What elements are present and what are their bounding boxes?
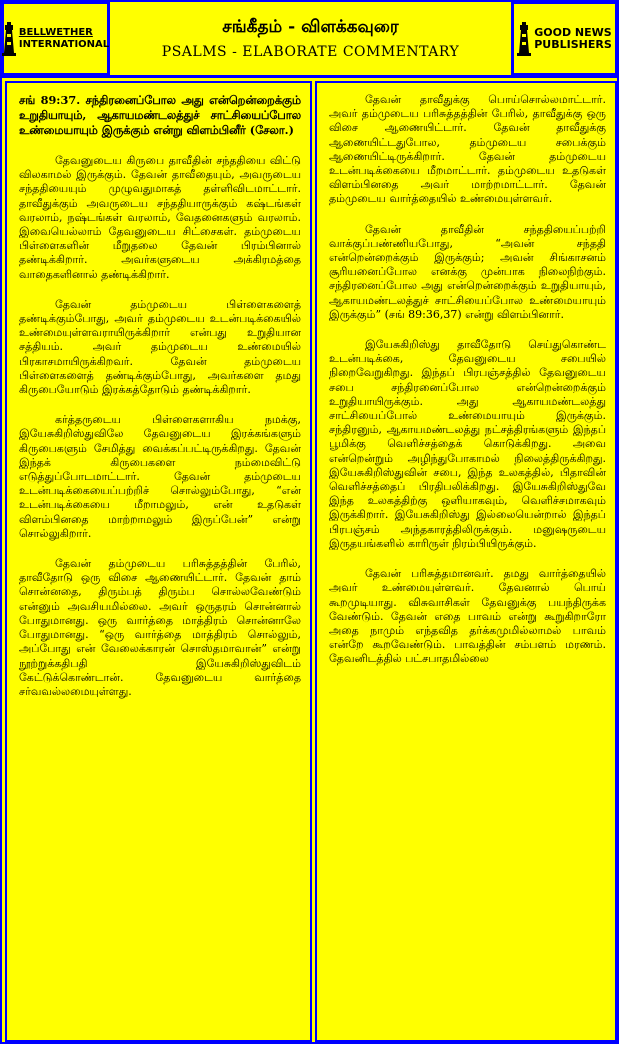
page-title-english: PSALMS - ELABORATE COMMENTARY (161, 43, 460, 60)
paragraph: தேவனுடைய கிருபை தாவீதின் சந்ததியை விட்டு விலகாமல் இருக்கும். தேவன் தாவீதையும், அவருடைய சந்ததியையும் முழுவதுமாகத் தள்ளிவிடமாட்டார். தாவீதுக்கும் அவருடைய சந்ததியாருக்கும் கஷ்டங்கள் வரலாம், நஷ்டங்கள் வரலாம், வேதனைகளும் வரலாம். இவையெல்லாம் தேவனுடைய சிட்சைகள். தம்முடைய பிள்ளைகளின் மீறுதலை தேவன் பிரம்பினால் தண்டிக்கிறார். அவர்களுடைய அக்கிரமத்தை வாதைகளினால் தண்டிக்கிறார். (19, 154, 301, 281)
right-column (315, 81, 617, 1042)
paragraph: தேவன் பரிசுத்தமானவர். தமது வார்த்தையில் அவர் உண்மையுள்ளவர். தேவனால் பொய் கூறமுடியாது. விசுவாசிகள் தேவனுக்கு பயந்திருக்க வேண்டும். தேவன் எதை பாவம் என்று கூறுகிறாரோ அதை நாமும் எந்தவித தர்க்கமுமில்லாமல் பாவம் என்றே கூறவேண்டும். பாவத்தின் சம்பளம் மரணம். தேவனிடத்தில் பட்சபாதமில்லை (329, 567, 606, 666)
title-box (110, 2, 511, 75)
page-title-tamil: சங்கீதம் - விளக்கவுரை (222, 16, 399, 37)
bellwether-logo-line2: INTERNATIONAL (18, 38, 110, 50)
bellwether-logo (2, 2, 110, 75)
good-news-logo-line1: GOOD NEWS (534, 25, 612, 39)
paragraph: தேவன் தாவீதின் சந்ததியைப்பற்றி வாக்குப்பண்ணியபோது, “அவன் சந்ததி என்றென்றைக்கும் இருக்கும்; அவன் சிங்காசனம் சூரியனைப்போல எனக்கு முன்பாக நிலைநிற்கும். சந்திரனைப்போல அது என்றென்றைக்கும் உறுதியாயும், ஆகாயமண்டலத்துச் சாட்சியைப்போல உண்மையாயும் இருக்கும்” (சங் 89:36,37) என்று விளம்பினார். (329, 222, 606, 321)
paragraph: தேவன் தம்முடைய பரிசுத்தத்தின் பேரில், தாவீதோடு ஒரு விசை ஆணையிட்டார். தேவன் தாம் சொன்னதை, திரும்பத் திரும்ப சொல்லவேண்டும் என்னும் அவசியமில்லை. அவர் ஒருதரம் சொன்னால் போதுமானது. ஒரு வார்த்தை மாத்திரம் சொன்னாலே போதுமானது. “ஒரு வார்த்தை மாத்திரம் சொல்லும், அப்போது என் வேலைக்காரன் சொஸ்தமாவான்” என்று நூற்றுக்கதிபதி இயேசுகிறிஸ்துவிடம் கேட்டுக்கொண்டான். தேவனுடைய வார்த்தை சர்வவல்லமையுள்ளது. (19, 557, 301, 698)
content-columns (2, 81, 617, 1042)
lighthouse-icon (2, 22, 16, 56)
paragraph: தேவன் தாவீதுக்கு பொய்சொல்லமாட்டார். அவர் தம்முடைய பரிசுத்தத்தின் பேரில், தாவீதுக்கு ஒரு விசை ஆணையிட்டார். தேவன் தாவீதுக்கு ஆணையிட்டதுபோல, தம்முடைய சபைக்கும் ஆணையிட்டிருக்கிறார். தேவன் தம்முடைய உடன்படிக்கையை மீறமாட்டார். தம்முடைய உதடுகள் விளம்பினதை அவர் மாற்றமாட்டார். தேவன் தம்முடைய வார்த்தையில் உண்மையுள்ளவர். (329, 93, 606, 206)
bellwether-logo-line1: BELLWETHER (18, 26, 93, 38)
lighthouse-icon (517, 22, 531, 56)
good-news-logo-line2: PUBLISHERS (534, 37, 612, 51)
header (2, 2, 617, 78)
left-column (5, 81, 312, 1042)
good-news-logo (511, 2, 617, 75)
paragraph: இயேசுகிறிஸ்து தாவீதோடு செய்துகொண்ட உடன்படிக்கை, தேவனுடைய சபையில் நிறைவேறுகிறது. இந்தப் பிரபஞ்சத்தில் தேவனுடைய சபை சந்திரனைப்போல என்றென்றைக்கும் உறுதியாயிருக்கும். அது ஆகாயமண்டலத்து சாட்சியைப்போல் உண்மையாயும் இருக்கும். சந்திரனும், ஆகாயமண்டலத்து நட்சத்திரங்களும் இந்தப் பூமிக்கு வெளிச்சத்தைக் கொடுக்கிறது. அவை என்றென்றும் அழிந்துபோகாமல் நிலைத்திருக்கிறது. இயேசுகிறிஸ்துவின் சபை, இந்த உலகத்தில், பிதாவின் வெளிச்சத்தைப் பிரதிபலிக்கிறது. இயேசுகிறிஸ்துவே இந்த உலகத்திற்கு ஒளியாகவும், வெளிச்சமாகவும் இருக்கிறார். இயேசுகிறிஸ்து இல்லையென்றால் இந்தப் பிரபஞ்சம் அந்தகாரத்திலிருக்கும். மனுஷருடைய இருதயங்களில் காரிருள் நிரம்பியிருக்கும். (329, 338, 606, 550)
paragraph: கர்த்தருடைய பிள்ளைகளாகிய நமக்கு, இயேசுகிறிஸ்துவிலே தேவனுடைய இரக்கங்களும் கிருபைகளும் சேமித்து வைக்கப்பட்டிருக்கிறது. தேவன் இந்தக் கிருபைகளை நம்மைவிட்டு எடுத்துப்போடமாட்டார். தேவன் தம்முடைய உடன்படிக்கையைப்பற்றிச் சொல்லும்போது, “என் உடன்படிக்கையை மீறாமலும், என் உதடுகள் விளம்பினதை மாற்றாமலும் இருப்பேன்” என்று சொல்லுகிறார். (19, 413, 301, 540)
verse-heading: சங் 89:37. சந்திரனைப்போல அது என்றென்றைக்கும் உறுதியாயும், ஆகாயமண்டலத்துச் சாட்சியைப்போல உண்மையாயும் இருக்கும் என்று விளம்பினீர் (சேலா.) (19, 93, 301, 137)
paragraph: தேவன் தம்முடைய பிள்ளைகளைத் தண்டிக்கும்போது, அவர் தம்முடைய உடன்படிக்கையில் உண்மையுள்ளவராயிருக்கிறார் என்பது உறுதியான சத்தியம். அவர் தம்முடைய உண்மையில் பிரகாசமாயிருக்கிறவர். தேவன் தம்முடைய பிள்ளைகளைத் தண்டிக்கும்போது, அவர்களை தமது கிருபையோடும் இரக்கத்தோடும் தண்டிக்கிறார். (19, 297, 301, 397)
